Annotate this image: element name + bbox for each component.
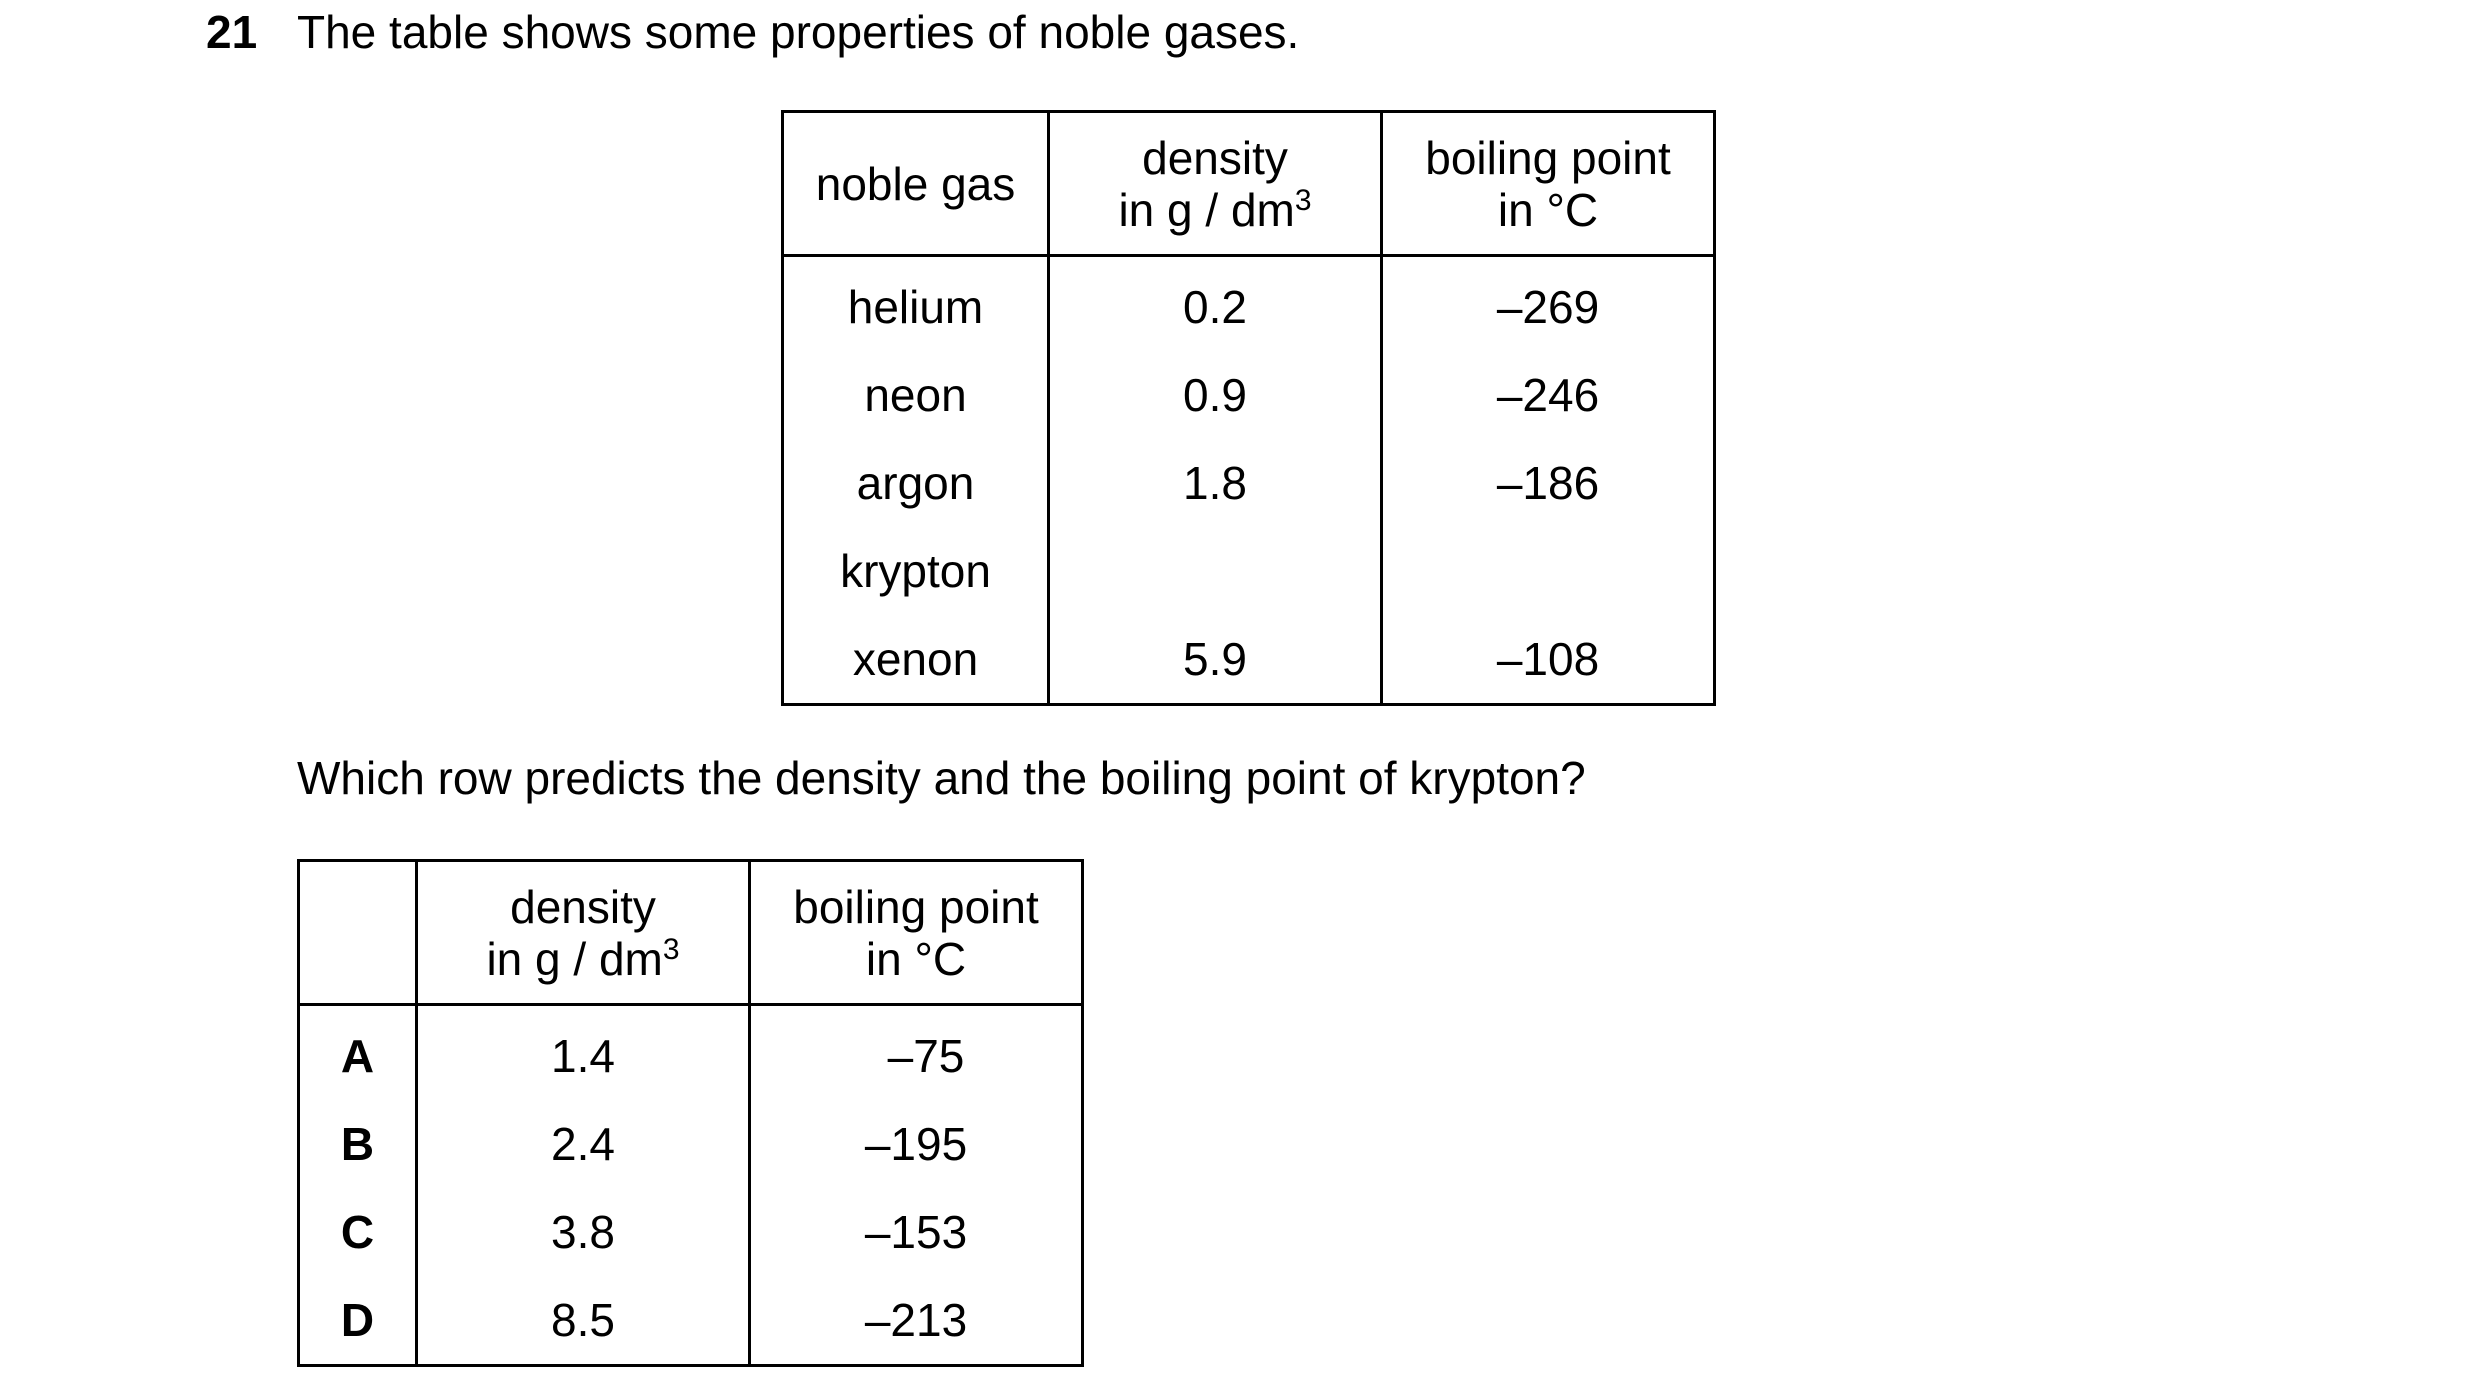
header-bp-line1: boiling point: [793, 880, 1039, 933]
header-bp-line2: in °C: [865, 932, 967, 985]
gas-name-cell: krypton: [783, 527, 1049, 615]
table-row: [783, 256, 1715, 352]
density-cell: 1.8: [1049, 439, 1382, 527]
option-row-a[interactable]: [299, 1005, 1083, 1101]
question-stem: The table shows some properties of noble gases.: [297, 6, 1300, 58]
table-header-row: [299, 861, 1083, 1005]
boiling-point-cell: –153: [750, 1188, 1083, 1276]
boiling-point-cell: –246: [1382, 351, 1715, 439]
boiling-point-cell: –269: [1382, 256, 1715, 352]
table-row: [783, 527, 1715, 615]
density-cell: [1049, 527, 1382, 615]
option-letter: C: [299, 1188, 417, 1276]
header-density-line1: density: [510, 880, 656, 933]
question-number: 21: [206, 6, 258, 58]
table-header-row: [783, 112, 1715, 256]
header-density-superscript: 3: [662, 932, 680, 966]
header-boiling-point: [1382, 112, 1715, 256]
density-cell: 0.2: [1049, 256, 1382, 352]
header-density-line2: in g / dm: [1118, 183, 1295, 236]
density-cell: 0.9: [1049, 351, 1382, 439]
header-boiling-point: [750, 861, 1083, 1005]
header-density-superscript: 3: [1294, 183, 1312, 217]
density-cell: 3.8: [417, 1188, 750, 1276]
header-noble-gas-label: noble gas: [815, 157, 1016, 210]
density-cell: 1.4: [417, 1005, 750, 1101]
boiling-point-cell: –195: [750, 1100, 1083, 1188]
header-density-line2: in g / dm: [486, 932, 663, 985]
question-prompt: Which row predicts the density and the boiling point of krypton?: [297, 752, 1586, 804]
option-row-c[interactable]: [299, 1188, 1083, 1276]
header-bp-line1: boiling point: [1425, 131, 1671, 184]
table-row: [783, 351, 1715, 439]
boiling-point-cell: –108: [1382, 615, 1715, 705]
boiling-point-cell: –186: [1382, 439, 1715, 527]
option-row-d[interactable]: [299, 1276, 1083, 1366]
table-row: [783, 615, 1715, 705]
header-density: [417, 861, 750, 1005]
density-cell: 5.9: [1049, 615, 1382, 705]
noble-gas-properties-table: [781, 110, 1716, 706]
answer-options-table: [297, 859, 1084, 1367]
boiling-point-cell: [1382, 527, 1715, 615]
gas-name-cell: argon: [783, 439, 1049, 527]
header-density-line1: density: [1142, 131, 1288, 184]
header-option-letter: [299, 861, 417, 1005]
density-cell: 2.4: [417, 1100, 750, 1188]
table-row: [783, 439, 1715, 527]
gas-name-cell: helium: [783, 256, 1049, 352]
option-row-b[interactable]: [299, 1100, 1083, 1188]
header-bp-line2: in °C: [1497, 183, 1599, 236]
density-cell: 8.5: [417, 1276, 750, 1366]
boiling-point-cell: –213: [750, 1276, 1083, 1366]
header-noble-gas: [783, 112, 1049, 256]
option-letter: B: [299, 1100, 417, 1188]
option-letter: D: [299, 1276, 417, 1366]
gas-name-cell: neon: [783, 351, 1049, 439]
option-letter: A: [299, 1005, 417, 1101]
boiling-point-cell: –75: [750, 1005, 1083, 1101]
gas-name-cell: xenon: [783, 615, 1049, 705]
header-density: [1049, 112, 1382, 256]
